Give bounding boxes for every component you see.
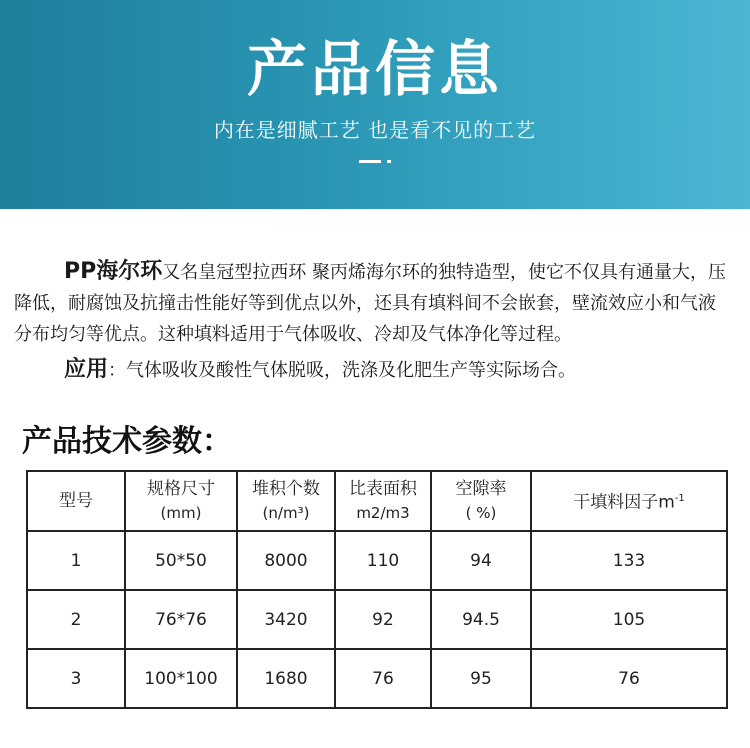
- header-void-ratio: 空隙率 ( %): [431, 471, 531, 531]
- spec-table: [26, 470, 728, 709]
- cell-pack-count: 8000: [237, 531, 335, 590]
- cell-surface-area: 92: [335, 590, 431, 649]
- cell-surface-area: 76: [335, 649, 431, 708]
- cell-pack-count: 3420: [237, 590, 335, 649]
- cell-model: 3: [27, 649, 125, 708]
- intro-paragraph: [14, 256, 730, 350]
- cell-void-ratio: 95: [431, 649, 531, 708]
- application-line: [14, 354, 730, 386]
- cell-model: 1: [27, 531, 125, 590]
- product-description: 又名皇冠型拉西环 聚丙烯海尔环的独特造型，使它不仅具有通量大，压降低，耐腐蚀及抗撞击性能好等到优点以外，还具有填料间不会嵌套，壁流效应小和气液分布均匀等优点。这种填料适用于气体吸收、冷却及气体净化等过程。: [14, 262, 726, 345]
- cell-void-ratio: 94: [431, 531, 531, 590]
- cell-packing-factor: 76: [531, 649, 727, 708]
- table-row: [27, 590, 727, 649]
- cell-size: 50*50: [125, 531, 237, 590]
- cell-surface-area: 110: [335, 531, 431, 590]
- banner-divider: [359, 160, 391, 163]
- header-model: 型号: [27, 471, 125, 531]
- product-intro: [14, 256, 730, 386]
- divider-dot: [387, 160, 391, 163]
- application-label: 应用: [64, 357, 109, 382]
- cell-model: 2: [27, 590, 125, 649]
- cell-size: 100*100: [125, 649, 237, 708]
- cell-packing-factor: 133: [531, 531, 727, 590]
- cell-packing-factor: 105: [531, 590, 727, 649]
- header-surface-area: 比表面积 m2/m3: [335, 471, 431, 531]
- cell-void-ratio: 94.5: [431, 590, 531, 649]
- banner-subtitle: 内在是细腻工艺 也是看不见的工艺: [213, 118, 537, 142]
- spec-title: 产品技术参数：: [22, 424, 232, 459]
- header-packing-factor: 干填料因子$m^{-1}$: [531, 471, 727, 531]
- cell-pack-count: 1680: [237, 649, 335, 708]
- cell-size: 76*76: [125, 590, 237, 649]
- application-text: ：气体吸收及酸性气体脱吸，洗涤及化肥生产等实际场合。: [108, 360, 577, 381]
- table-row: [27, 649, 727, 708]
- table-header-row: [27, 471, 727, 531]
- table-row: [27, 531, 727, 590]
- header-size: 规格尺寸 (mm): [125, 471, 237, 531]
- divider-dash: [359, 160, 381, 163]
- header-banner: [0, 0, 750, 209]
- header-pack-count: 堆积个数 (n/m³): [237, 471, 335, 531]
- product-name: PP海尔环: [64, 259, 163, 284]
- banner-title: 产品信息: [247, 35, 503, 105]
